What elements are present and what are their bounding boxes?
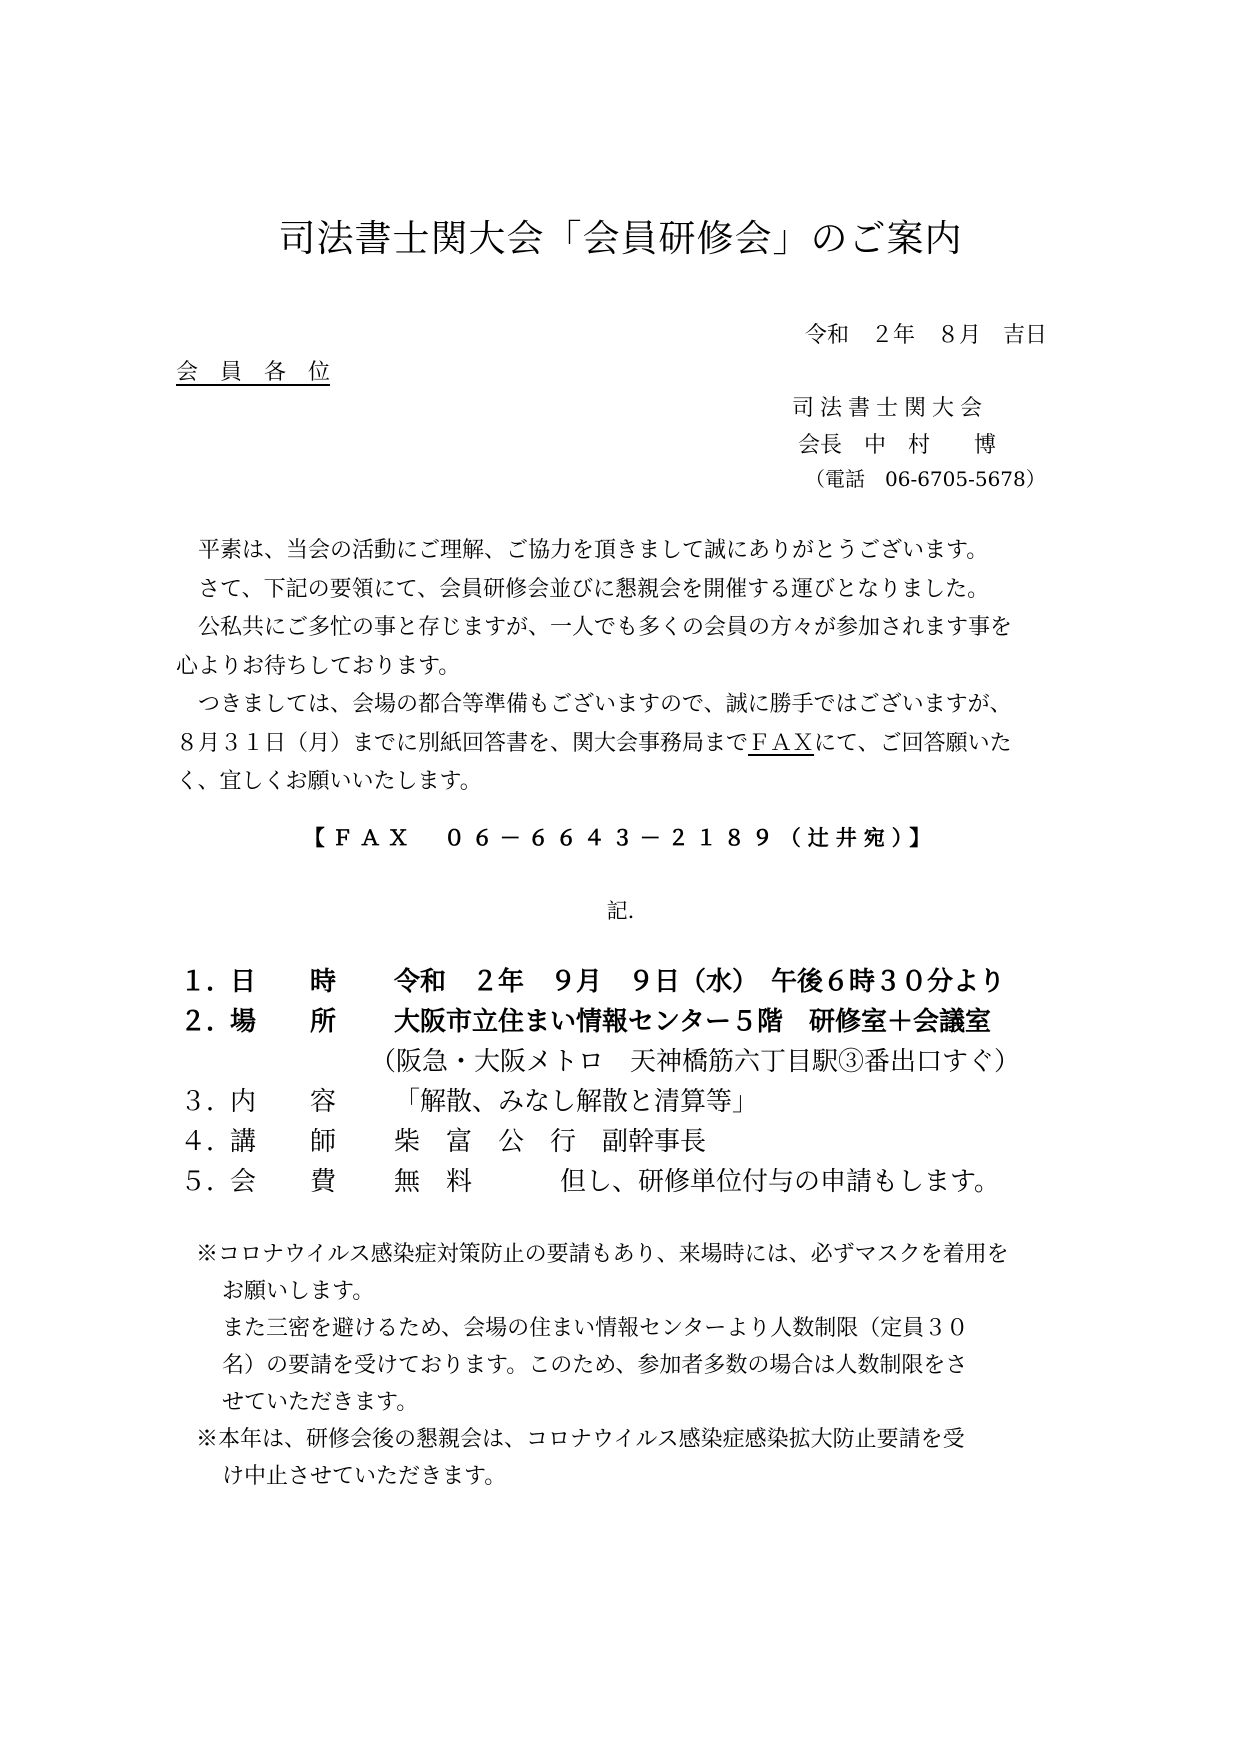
body-line: つきましては、会場の都合等準備もございますので、誠に勝手ではございますが、 — [198, 692, 1012, 717]
detail-label: 場所 — [230, 1007, 391, 1037]
body-line: ８月３１日（月）までに別紙回答書を、関大会事務局までＦＡＸにて、ご回答願いた — [176, 730, 1012, 756]
note-line: 名）の要請を受けております。このため、参加者多数の場合は人数制限をさ — [222, 1353, 968, 1378]
detail-value: 柴 富 公 行 副幹事長 — [394, 1127, 707, 1157]
document-title: 司法書士関大会「会員研修会」のご案内 — [278, 217, 963, 260]
sender-organization: 司法書士関大会 — [792, 396, 989, 421]
body-line: く、宜しくお願いいたします。 — [176, 769, 482, 794]
sender-representative: 会長 中 村 博 — [798, 433, 997, 458]
body-line: 公私共にご多忙の事と存じますが、一人でも多くの会員の方々が参加されます事を — [198, 615, 1013, 640]
body-line: 心よりお待ちしております。 — [176, 653, 461, 679]
note-line: け中止させていただきます。 — [222, 1464, 507, 1489]
detail-value: 令和 ２年 ９月 ９日（水） 午後６時３０分より — [394, 967, 1006, 997]
addressee: 会 員 各 位 — [176, 360, 331, 385]
fax-number-banner: 【ＦＡＸ ０６－６６４３－２１８９（辻井宛）】 — [303, 825, 938, 850]
sender-phone: （電話 06-6705-5678） — [805, 467, 1046, 491]
body-text — [176, 532, 1012, 802]
venue-access-note: （阪急・大阪メトロ 天神橋筋六丁目駅③番出口すぐ） — [370, 1047, 1021, 1077]
note-line: ※コロナウイルス感染症対策防止の要請もあり、来場時には、必ずマスクを着用を — [196, 1242, 1009, 1267]
notes — [196, 1236, 1009, 1495]
detail-value: 「解散、みなし解散と清算等」 — [394, 1087, 759, 1117]
note-line: お願いします。 — [222, 1279, 375, 1304]
detail-label: 内容 — [230, 1087, 391, 1117]
detail-label: 会費 — [230, 1167, 391, 1197]
fax-emphasis: ＦＡＸ — [748, 730, 815, 756]
detail-value: 大阪市立住まい情報センター５階 研修室＋会議室 — [394, 1007, 991, 1037]
note-line: ※本年は、研修会後の懇親会は、コロナウイルス感染症感染拡大防止要請を受 — [196, 1427, 965, 1452]
body-line: 平素は、当会の活動にご理解、ご協力を頂きまして誠にありがとうございます。 — [198, 538, 989, 563]
note-line: せていただきます。 — [222, 1390, 419, 1415]
detail-label: 講師 — [230, 1127, 391, 1157]
detail-label: 日時 — [230, 967, 391, 997]
detail-value: 無 料 — [394, 1167, 473, 1197]
fee-note: 但し、研修単位付与の申請もします。 — [560, 1167, 1000, 1197]
issue-date: 令和 ２年 ８月 吉日 — [805, 323, 1048, 348]
ki-heading: 記. — [606, 899, 635, 923]
note-line: また三密を避けるため、会場の住まい情報センターより人数制限（定員３０ — [222, 1316, 969, 1341]
body-line: さて、下記の要領にて、会員研修会並びに懇親会を開催する運びとなりました。 — [198, 576, 990, 602]
